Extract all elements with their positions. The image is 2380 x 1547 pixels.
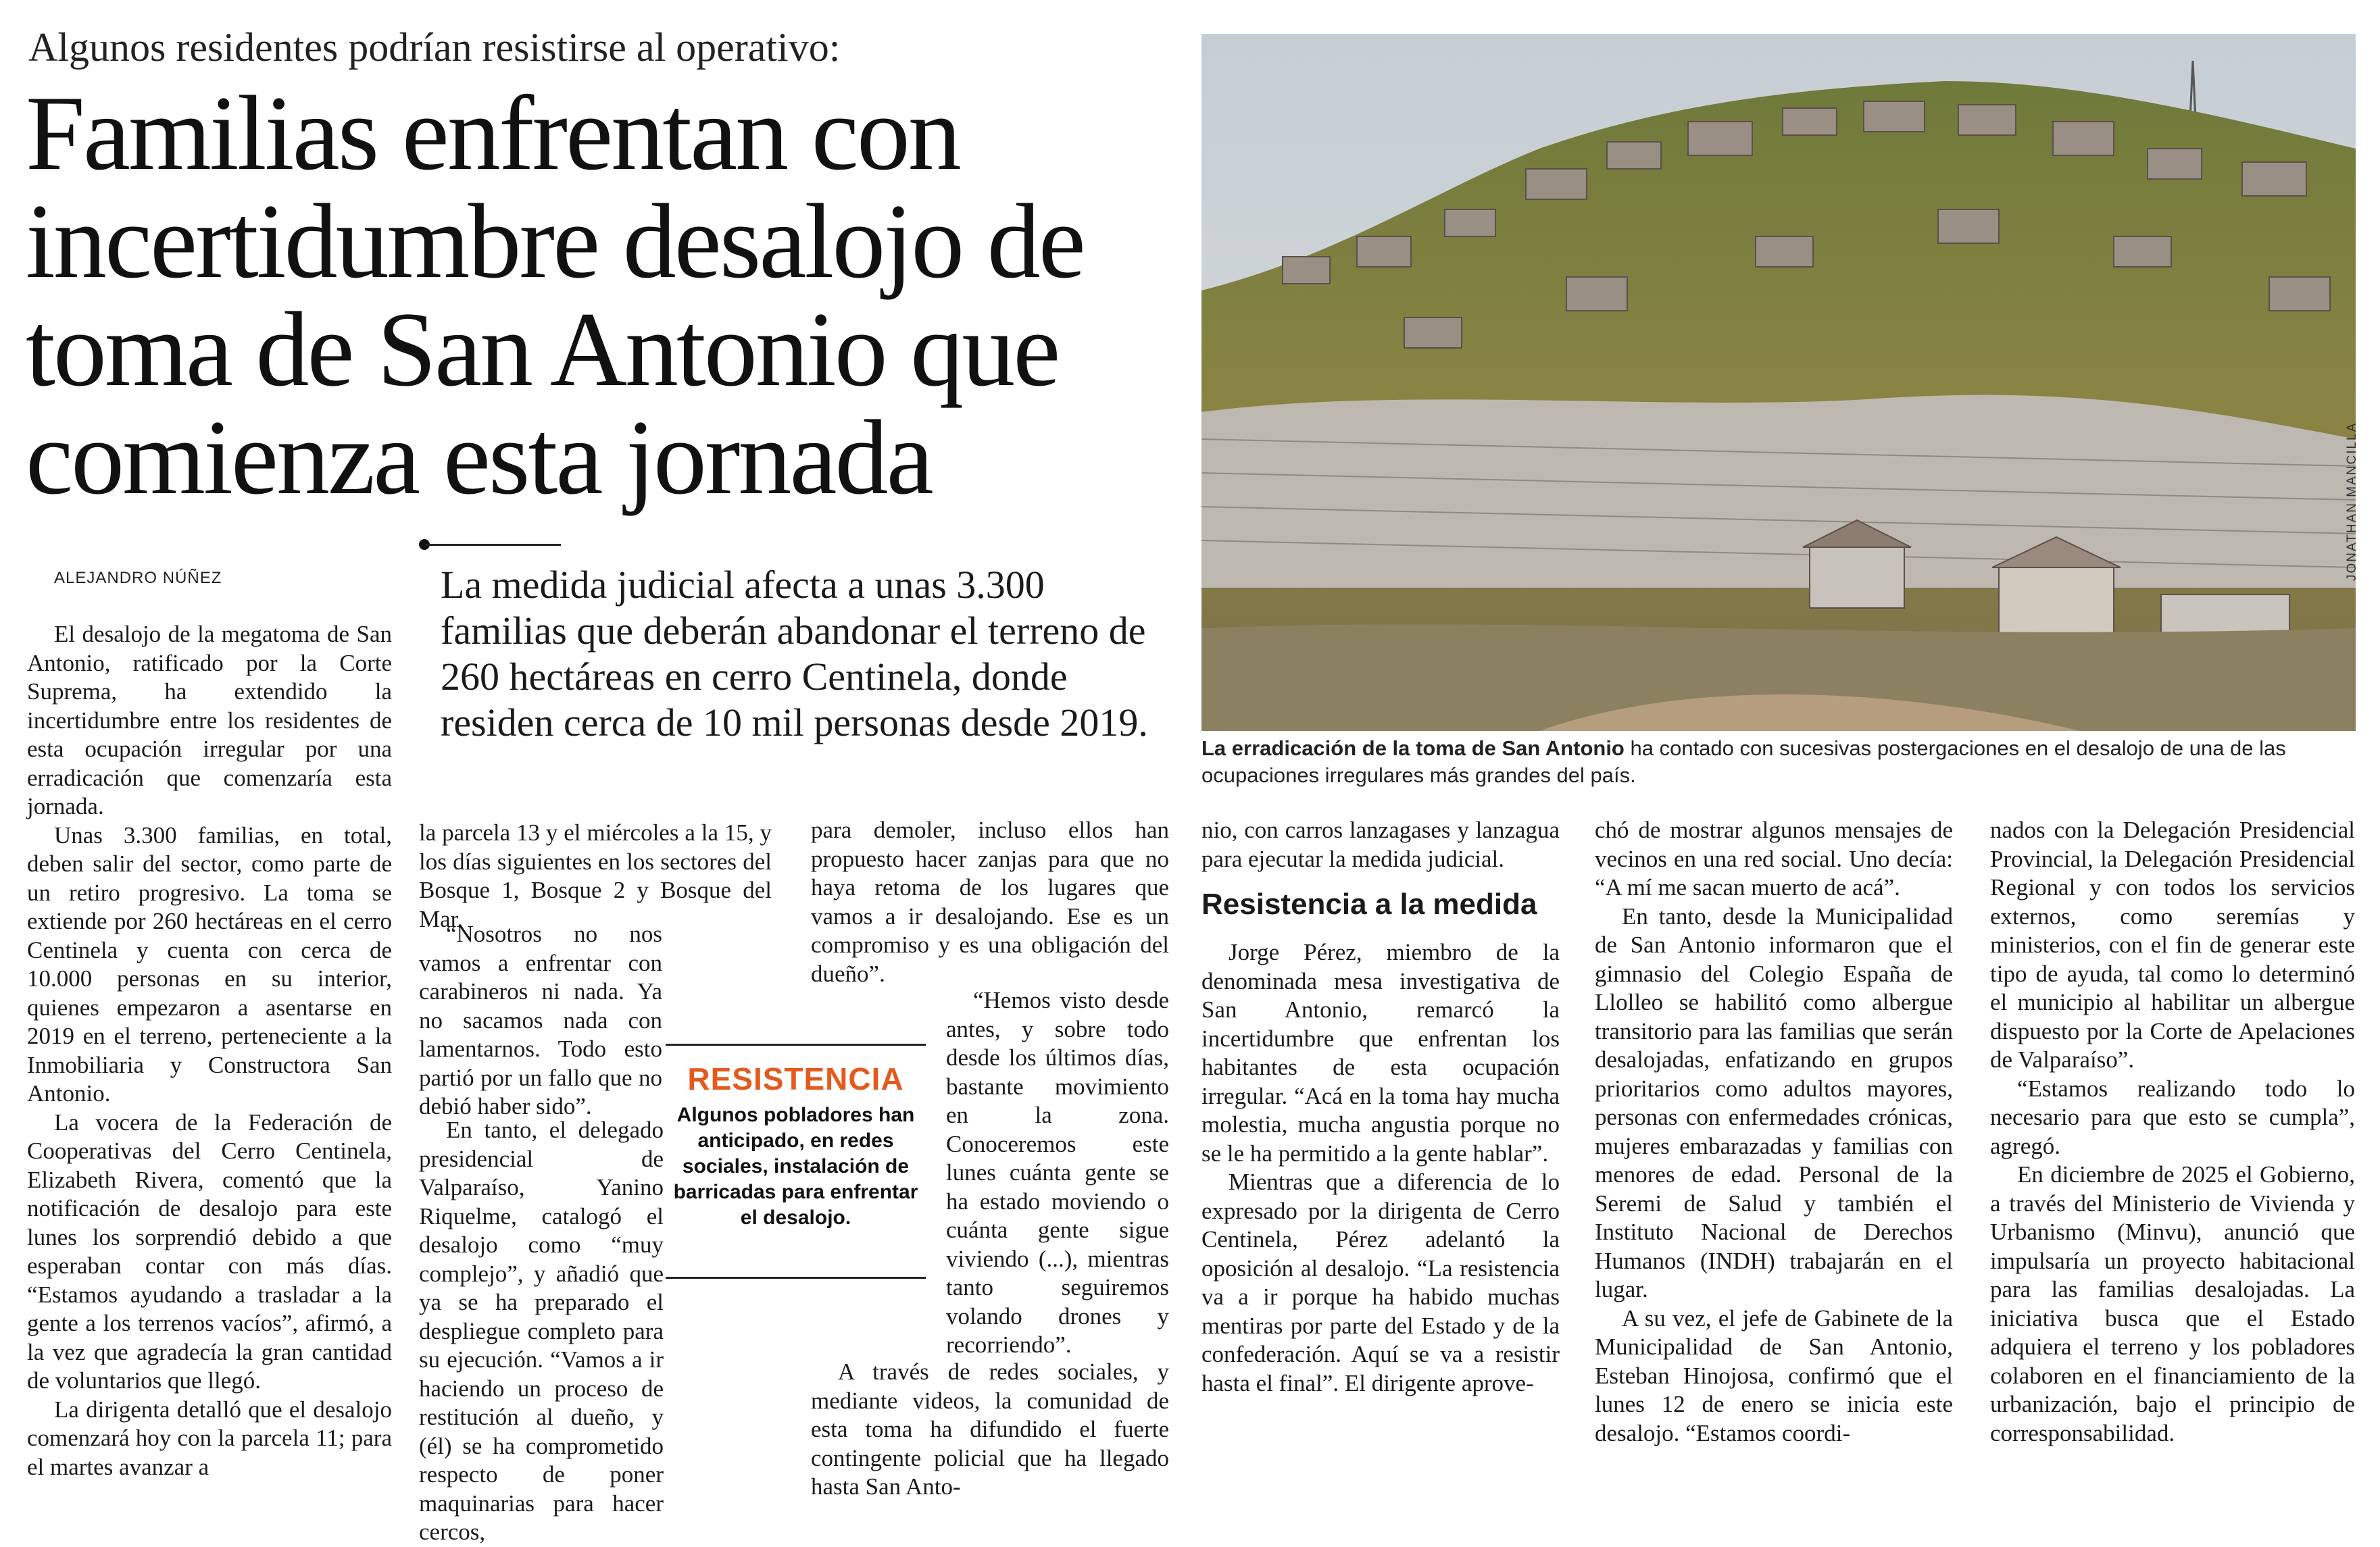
callout-label: RESISTENCIA (687, 1061, 904, 1096)
text-column-5 (1595, 816, 1953, 1448)
caption-text: ha contado con sucesivas postergaciones en el desalojo de una de las ocupaciones irregulares más grandes del país. (1201, 736, 2286, 787)
paragraph: Mientras que a diferencia de lo expresado por la dirigenta de Cerro Centinela, Pérez adelantó la oposición al desalojo. “La resistencia va a ir porque ha habido muchas mentiras por parte del Estado y de la confederación. Aquí se va a resistir hasta el final”. El dirigente aprove- (1201, 1169, 1560, 1396)
text-column-3-bottom (811, 1358, 1169, 1502)
paragraph: Jorge Pérez, miembro de la denominada mesa investigativa de San Antonio, remarcó la incertidumbre que enfrentan los habitantes de esta ocupación irregular. “Acá en la toma hay mucha molestia, mucha angustia porque no se le ha permitido a la gente hablar”. (1201, 939, 1560, 1167)
caption-lead: La erradicación de la toma de San Antonio (1201, 736, 1625, 760)
paragraph: Unas 3.300 familias, en total, deben salir del sector, como parte de un retiro progresivo. La toma se extiende por 260 hectáreas en el cerro Centinela y cuenta con cerca de 10.000 personas en su interior, quienes empezaron a asentarse en 2019 en el terreno, perteneciente a la Inmobiliaria y Constructora San Antonio. (27, 821, 392, 1107)
paragraph: nio, con carros lanzagases y lanzagua para ejecutar la medida judicial. (1201, 817, 1560, 872)
paragraph: En tanto, desde la Municipalidad de San Antonio informaron que el gimnasio del Colegio España de Llolleo se habilitó como albergue transitorio para las familias que serán desalojadas, enfatizando en grupos prioritarios como adultos mayores, personas con enfermedades crónicas, mujeres embarazadas y familias con menores de edad. Personal de la Seremi de Salud y también el Instituto Nacional de Derechos Humanos (INDH) trabajarán en el lugar. (1595, 903, 1953, 1302)
text-column-1 (27, 620, 392, 1481)
photo-caption (1201, 735, 2364, 789)
paragraph: nados con la Delegación Presidencial Provincial, la Delegación Presidencial Regional y con todos los servicios externos, como seremías y ministerios, con el fin de generar este tipo de ayuda, tal como lo determinó el municipio al habilitar un albergue dispuesto por la Corte de Apelaciones de Valparaíso”. (1990, 817, 2355, 1073)
text-column-6 (1990, 816, 2355, 1448)
callout-box (666, 1044, 926, 1279)
paragraph: En tanto, el delegado presidencial de Valparaíso, Yanino Riquelme, catalogó el desalojo como “muy complejo”, y añadió que ya se ha preparado el despliegue completo para su ejecución. “Vamos a ir haciendo un proceso de restitución al dueño, y (él) se ha comprometido respecto de poner maquinarias para hacer cercos, (419, 1117, 664, 1545)
paragraph: chó de mostrar algunos mensajes de vecinos en una red social. Uno decía: “A mí me sacan muerto de acá”. (1595, 817, 1953, 901)
article-photo (1201, 34, 2356, 731)
paragraph: El desalojo de la megatoma de San Antonio, ratificado por la Corte Suprema, ha extendido la incertidumbre entre los residentes de esta ocupación irregular por una erradicación que comenzaría esta jornada. (27, 621, 392, 819)
paragraph: La vocera de la Federación de Cooperativas del Cerro Centinela, Elizabeth Rivera, comentó que la notificación de desalojo para este lunes los sorprendió debido a que esperaban contar con más días. “Estamos ayudando a trasladar a la gente a los terrenos vacíos”, afirmó, a la vez que agradecía la gran cantidad de voluntarios que llegó. (27, 1109, 392, 1394)
text-column-2-top (419, 819, 772, 934)
paragraph: La dirigenta detalló que el desalojo comenzará hoy con la parcela 11; para el martes avanzar a (27, 1396, 392, 1480)
text-column-3-mid (946, 986, 1169, 1360)
paragraph: “Nosotros no nos vamos a enfrentar con carabineros ni nada. Ya no sacamos nada con lamentarnos. Todo esto partió por un fallo que no debió haber sido”. (419, 921, 662, 1119)
photo-credit: JONATHAN MANCILLA (2345, 422, 2359, 581)
text-column-2-mid (419, 920, 662, 1121)
text-column-4 (1201, 816, 1560, 1398)
article-kicker: Algunos residentes podrían resistirse al operativo: (28, 25, 841, 70)
paragraph: para demoler, incluso ellos han propuesto hacer zanjas para que no haya retoma de los lugares que vamos a ir desalojando. Ese es un compromiso y es una obligación del dueño”. (811, 817, 1169, 987)
section-subhead: Resistencia a la medida (1201, 888, 1537, 921)
article-byline: ALEJANDRO NÚÑEZ (54, 569, 222, 587)
paragraph: A través de redes sociales, y mediante videos, la comunidad de esta toma ha difundido el fuerte contingente policial que ha llegado hasta San Anto- (811, 1359, 1169, 1500)
paragraph: la parcela 13 y el miércoles a la 15, y los días siguientes en los sectores del Bosque 1, Bosque 2 y Bosque del Mar. (419, 819, 772, 932)
article-deck: La medida judicial afecta a unas 3.300 familias que deberán abandonar el terreno de 260 hectáreas en cerro Centinela, donde residen cerca de 10 mil personas desde 2019. (441, 563, 1148, 744)
paragraph: “Hemos visto desde antes, y sobre todo desde los últimos días, bastante movimiento en la zona. Conoceremos este lunes cuánta gente se ha estado moviendo o cuánta gente sigue viviendo (...), mientras tanto seguiremos volando drones y recorriendo”. (946, 987, 1169, 1358)
paragraph: A su vez, el jefe de Gabinete de la Municipalidad de San Antonio, Esteban Hinojosa, confirmó que el lunes 12 de enero se inicia este desalojo. “Estamos coordi- (1595, 1304, 1953, 1446)
callout-text: Algunos pobladores han anticipado, en redes sociales, instalación de barricadas para enfrentar el desalojo. (673, 1104, 918, 1229)
article-headline: Familias enfrentan con incertidumbre desalojo de toma de San Antonio que comienza esta jornada (26, 74, 1084, 517)
paragraph: “Estamos realizando todo lo necesario para que esto se cumpla”, agregó. (1990, 1075, 2355, 1159)
text-column-3-top (811, 816, 1169, 988)
paragraph: En diciembre de 2025 el Gobierno, a través del Ministerio de Vivienda y Urbanismo (Minvu), anunció que impulsaría un proyecto habitacional para las familias desalojadas. La iniciativa busca que el Estado adquiera el terreno y los pobladores colaboren en el financiamiento de la urbanización, bajo el principio de corresponsabilidad. (1990, 1161, 2355, 1446)
deck-rule (426, 544, 561, 546)
text-column-2-bottom (419, 1116, 664, 1547)
